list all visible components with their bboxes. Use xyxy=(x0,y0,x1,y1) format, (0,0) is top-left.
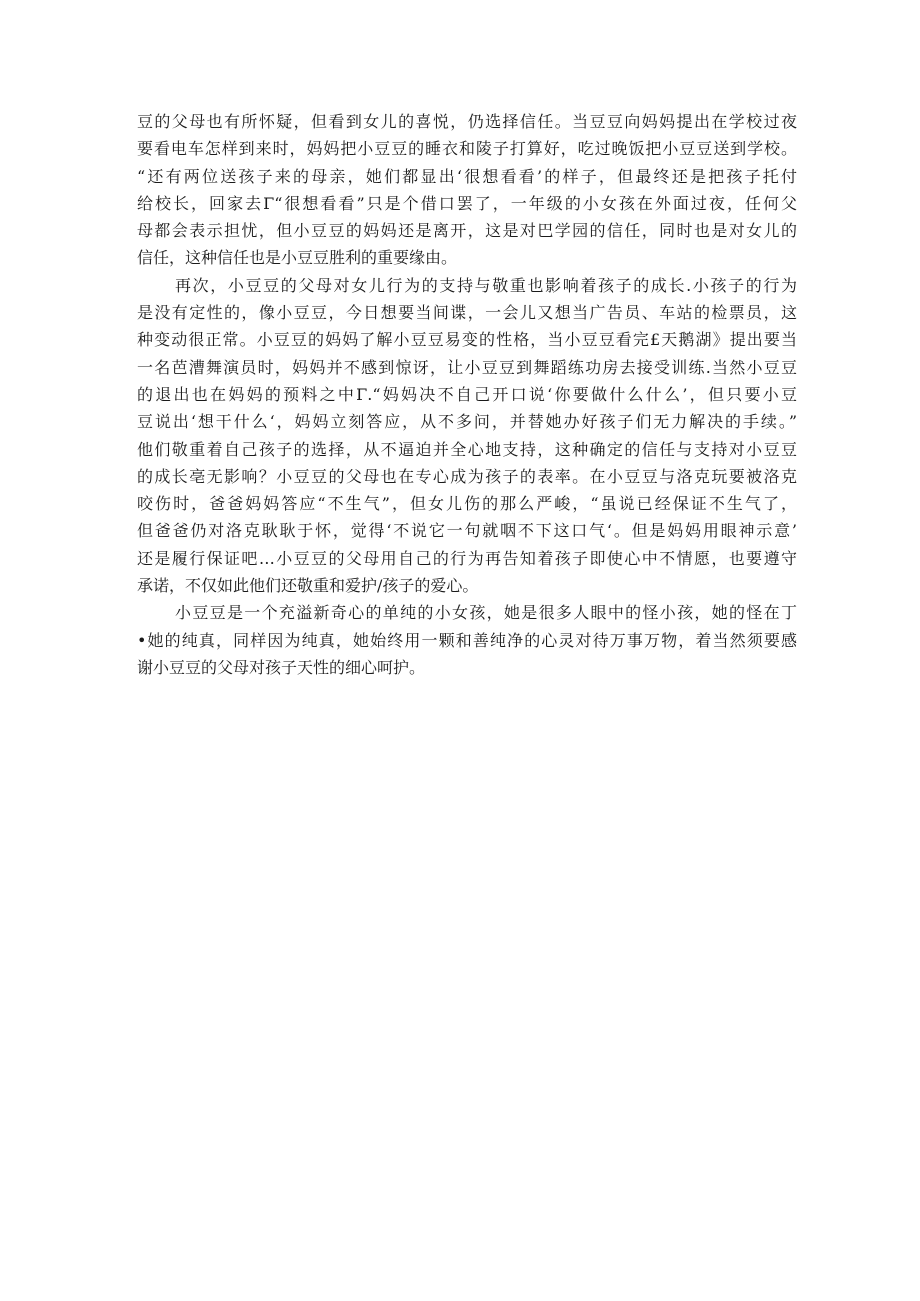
text-line: 还是履行保证吧…小豆豆的父母用自己的行为再告知着孩子即使心中不情愿，也要遵守 xyxy=(137,548,797,568)
text-line: 承诺，不仅如此他们还敬重和爱护/孩子的爱心。 xyxy=(137,576,479,596)
text-line: •她的纯真，同样因为纯真，她始终用一颗和善纯净的心灵对待万事万物，着当然须要感 xyxy=(137,630,797,650)
text-line: 给校长，回家去Γ“很想看看”只是个借口罢了，一年级的小女孩在外面过夜，任何父 xyxy=(137,193,797,213)
paragraph-2 xyxy=(137,272,797,600)
text-line: 他们敬重着自己孩子的选择，从不逼迫并全心地支持，这种确定的信任与支持对小豆豆 xyxy=(137,439,797,459)
text-line: 豆的父母也有所怀疑，但看到女儿的喜悦，仍选择信任。当豆豆向妈妈提出在学校过夜 xyxy=(137,112,797,131)
text-line: 母都会表示担忧，但小豆豆的妈妈还是离开，这是对巴学园的信任，同时也是对女儿的 xyxy=(137,221,797,241)
text-line: 的成长亳无影响？小豆豆的父母也在专心成为孩子的表率。在小豆豆与洛克玩要被洛克 xyxy=(137,466,797,486)
paragraph-3 xyxy=(137,599,797,681)
text-line: 豆说出‘想干什么‘，妈妈立刻答应，从不多问，并替她办好孩子们无力解决的手续。” xyxy=(137,412,797,432)
text-line: 种变动很正常。小豆豆的妈妈了解小豆豆易变的性格，当小豆豆看完£天鹅湖》提出要当 xyxy=(137,330,797,350)
paragraph-1 xyxy=(137,108,797,272)
text-line: 一名芭漕舞演员时，妈妈并不感到惊讶，让小豆豆到舞蹈练功房去接受训练.当然小豆豆 xyxy=(137,357,797,377)
text-line: 但爸爸仍对洛克耿耿于怀，觉得‘不说它一句就咽不下这口气‘。但是妈妈用眼神示意’ xyxy=(137,521,797,541)
text-line: 再次，小豆豆的父母对女儿行为的支持与敬重也影响着孩子的成长.小孩子的行为 xyxy=(175,275,797,295)
text-line: 的退出也在妈妈的预料之中Γ.“妈妈决不自己开口说‘你要做什么什么’，但只要小豆 xyxy=(137,384,797,404)
body-text xyxy=(137,108,797,681)
text-line: 咬伤时，爸爸妈妈答应“不生气”，但女儿伤的那么严峻，“虽说已经保证不生气了， xyxy=(137,494,797,514)
text-line: 小豆豆是一个充溢新奇心的单纯的小女孩，她是很多人眼中的怪小孩，她的怪在丁 xyxy=(175,603,797,623)
text-line: 要看电车怎样到来时，妈妈把小豆豆的睡衣和陵子打算好，吃过晚饭把小豆豆送到学校。 xyxy=(137,139,797,159)
text-line: “还有两位送孩子来的母亲，她们都显出‘很想看看’的样子，但最终还是把孩子托付 xyxy=(137,166,797,186)
text-line: 谢小豆豆的父母对孩子天性的细心呵护。 xyxy=(137,657,426,677)
text-line: 信任，这种信任也是小豆豆胜利的重要缘由。 xyxy=(137,248,458,268)
text-line: 是没有定性的，像小豆豆，今日想要当间谍，一会儿又想当广告员、车站的检票员，这 xyxy=(137,303,797,323)
